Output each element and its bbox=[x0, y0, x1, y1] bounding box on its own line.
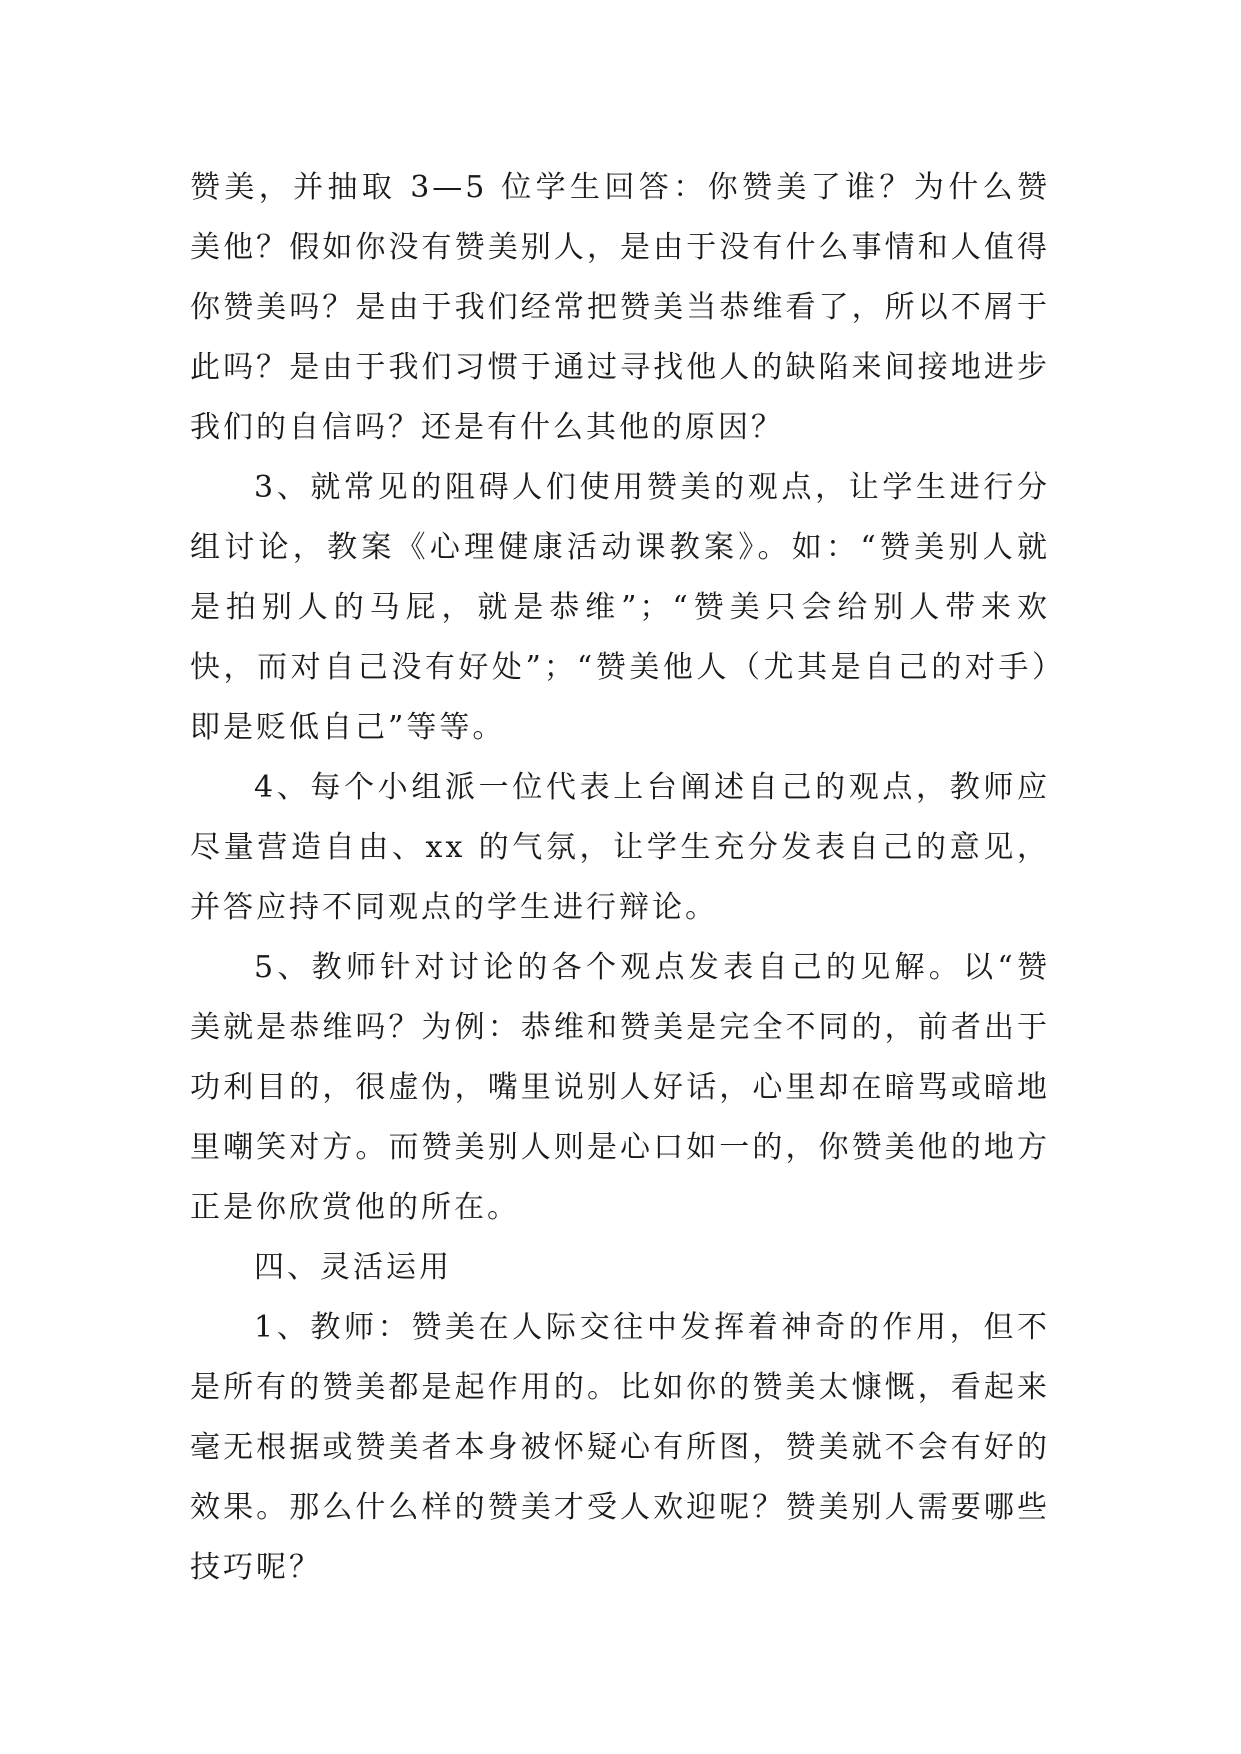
paragraph-continuation: 赞美，并抽取 3—5 位学生回答：你赞美了谁？为什么赞美他？假如你没有赞美别人，是由于没有什么事情和人值得你赞美吗？是由于我们经常把赞美当恭维看了，所以不屑于此吗？是由于我们习惯于通过寻找他人的缺陷来间接地进步我们的自信吗？还是有什么其他的原因？ bbox=[190, 170, 1050, 445]
document-body bbox=[190, 158, 1050, 1598]
section-heading: 四、灵活运用 bbox=[254, 1250, 452, 1285]
paragraph-item-1: 1、教师：赞美在人际交往中发挥着神奇的作用，但不是所有的赞美都是起作用的。比如你的赞美太慷慨，看起来毫无根据或赞美者本身被怀疑心有所图，赞美就不会有好的效果。那么什么样的赞美才受人欢迎呢？赞美别人需要哪些技巧呢？ bbox=[190, 1310, 1050, 1585]
paragraph-item-3: 3、就常见的阻碍人们使用赞美的观点，让学生进行分组讨论，教案《心理健康活动课教案》。如：“赞美别人就是拍别人的马屁，就是恭维”；“赞美只会给别人带来欢快，而对自己没有好处”；“赞美他人（尤其是自己的对手）即是贬低自己”等等。 bbox=[190, 470, 1050, 745]
paragraph-item-4: 4、每个小组派一位代表上台阐述自己的观点，教师应尽量营造自由、xx 的气氛，让学生充分发表自己的意见，并答应持不同观点的学生进行辩论。 bbox=[190, 770, 1050, 925]
paragraph-item-5: 5、教师针对讨论的各个观点发表自己的见解。以“赞美就是恭维吗？为例：恭维和赞美是完全不同的，前者出于功利目的，很虚伪，嘴里说别人好话，心里却在暗骂或暗地里嘲笑对方。而赞美别人则是心口如一的，你赞美他的地方正是你欣赏他的所在。 bbox=[190, 950, 1050, 1225]
